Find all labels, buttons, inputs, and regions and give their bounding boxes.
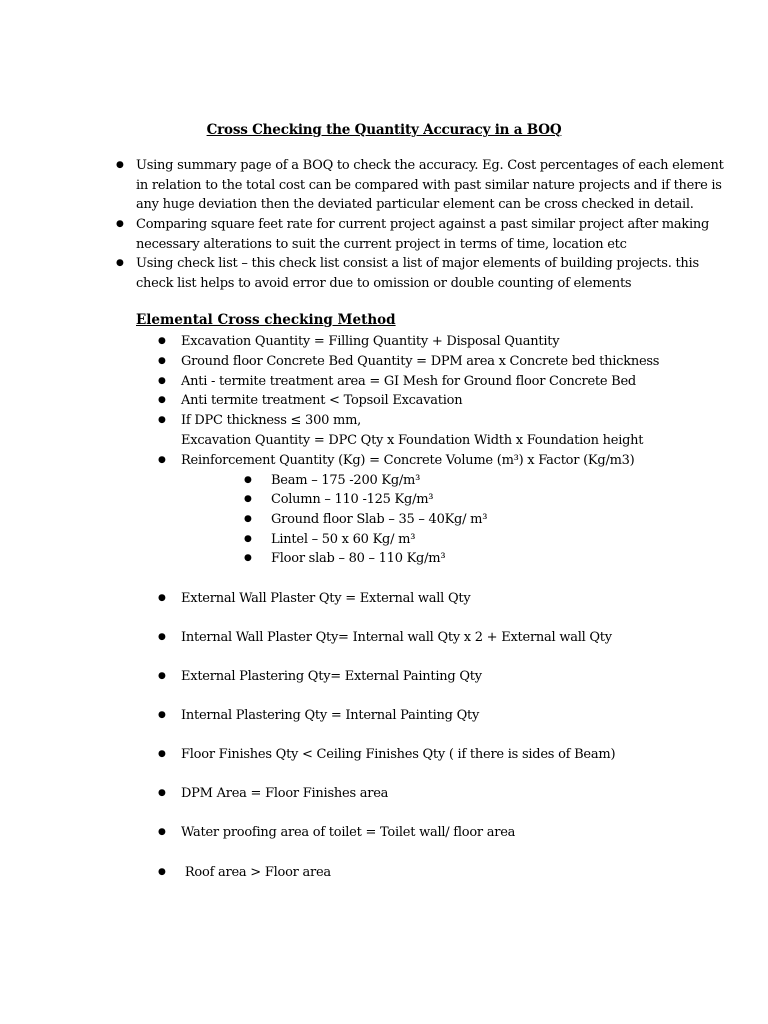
bullet-icon: ● — [158, 455, 166, 465]
bullet-icon: ● — [158, 376, 166, 386]
relation-item: Floor Finishes Qty < Ceiling Finishes Qty ( if there is sides of Beam) — [181, 747, 616, 762]
bullet-icon: ● — [158, 749, 166, 759]
relation-item: Internal Plastering Qty = Internal Painting Qty — [181, 708, 480, 723]
intro-item: Using summary page of a BOQ to check the accuracy. Eg. Cost percentages of each element in relation to the total cost can be compared with past similar nature projects and if there is any huge deviation then the deviated particular element can be cross checked in detail. — [136, 158, 724, 212]
relation-item: Roof area > Floor area — [181, 865, 331, 880]
method-item: Reinforcement Quantity (Kg) = Concrete Volume (m³) x Factor (Kg/m3) — [181, 453, 635, 468]
bullet-icon: ● — [116, 219, 124, 229]
method-item: Anti termite treatment < Topsoil Excavation — [181, 393, 463, 408]
relation-item: External Plastering Qty= External Painting Qty — [181, 669, 482, 684]
bullet-icon: ● — [244, 494, 252, 504]
bullet-icon: ● — [244, 514, 252, 524]
relation-item: DPM Area = Floor Finishes area — [181, 786, 389, 801]
bullet-icon: ● — [158, 867, 166, 877]
method-item: If DPC thickness ≤ 300 mm, Excavation Quantity = DPC Qty x Foundation Width x Foundation height — [181, 413, 644, 448]
bullet-icon: ● — [158, 710, 166, 720]
reinforcement-factor: Beam – 175 -200 Kg/m³ — [271, 473, 421, 488]
reinforcement-factor: Lintel – 50 x 60 Kg/ m³ — [271, 532, 416, 547]
relation-item: Water proofing area of toilet = Toilet wall/ floor area — [181, 825, 516, 840]
bullet-icon: ● — [244, 475, 252, 485]
relation-item: External Wall Plaster Qty = External wall Qty — [181, 591, 471, 606]
reinforcement-factor: Floor slab – 80 – 110 Kg/m³ — [271, 551, 446, 566]
method-item: Ground floor Concrete Bed Quantity = DPM area x Concrete bed thickness — [181, 354, 660, 369]
bullet-icon: ● — [244, 534, 252, 544]
intro-item: Using check list – this check list consist a list of major elements of building projects. this check list helps to avoid error due to omission or double counting of elements — [136, 256, 699, 291]
bullet-icon: ● — [158, 356, 166, 366]
document-title: Cross Checking the Quantity Accuracy in a BOQ — [206, 122, 562, 138]
bullet-icon: ● — [158, 593, 166, 603]
relation-item: Internal Wall Plaster Qty= Internal wall Qty x 2 + External wall Qty — [181, 630, 612, 645]
reinforcement-factor: Column – 110 -125 Kg/m³ — [271, 492, 434, 507]
method-item: Excavation Quantity = Filling Quantity + Disposal Quantity — [181, 334, 560, 349]
bullet-icon: ● — [244, 553, 252, 563]
bullet-icon: ● — [158, 415, 166, 425]
intro-item: Comparing square feet rate for current project against a past similar project after making necessary alterations to suit the current project in terms of time, location etc — [136, 217, 710, 252]
section-heading: Elemental Cross checking Method — [136, 312, 396, 328]
bullet-icon: ● — [158, 671, 166, 681]
reinforcement-factor: Ground floor Slab – 35 – 40Kg/ m³ — [271, 512, 488, 527]
bullet-icon: ● — [158, 336, 166, 346]
bullet-icon: ● — [158, 632, 166, 642]
bullet-icon: ● — [158, 827, 166, 837]
bullet-icon: ● — [116, 258, 124, 268]
method-item: Anti - termite treatment area = GI Mesh for Ground floor Concrete Bed — [181, 374, 637, 389]
bullet-icon: ● — [116, 160, 124, 170]
bullet-icon: ● — [158, 788, 166, 798]
bullet-icon: ● — [158, 395, 166, 405]
